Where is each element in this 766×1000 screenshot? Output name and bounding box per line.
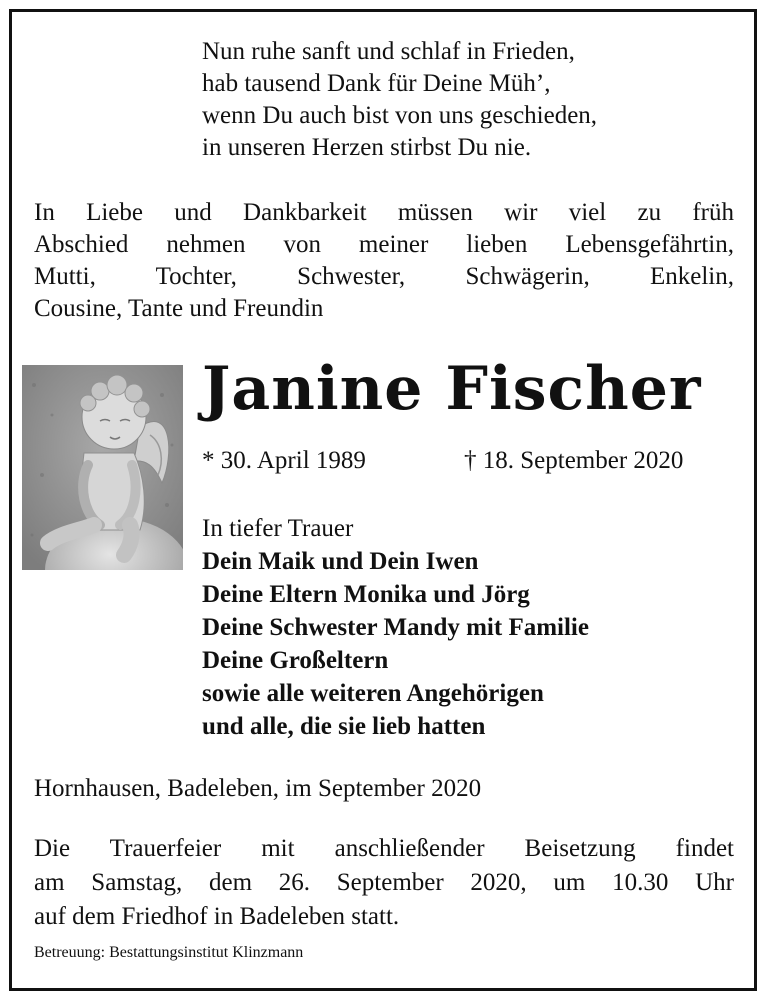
poem-line: wenn Du auch bist von uns geschieden, [202,102,598,129]
funeral-line: Die Trauerfeier mit anschließender Beisetzung findet [34,835,734,862]
funeral-home-credit: Betreuung: Bestattungsinstitut Klinzmann [34,944,304,961]
mourners-block [202,512,589,743]
mourner-line: Dein Maik und Dein Iwen [202,548,479,575]
funeral-line: auf dem Friedhof in Badeleben statt. [34,903,400,930]
mourner-line: Deine Eltern Monika und Jörg [202,581,530,608]
funeral-notice [34,832,734,934]
poem-line: in unseren Herzen stirbst Du nie. [202,134,532,161]
poem-line: Nun ruhe sanft und schlaf in Frieden, [202,38,575,65]
intro-line: In Liebe und Dankbarkeit müssen wir viel zu früh [34,199,734,226]
life-dates [202,447,734,475]
death-date: † 18. September 2020 [464,447,684,474]
memorial-poem [202,36,597,164]
intro-line: Cousine, Tante und Freundin [34,295,324,322]
intro-paragraph [34,197,734,325]
mourning-lead: In tiefer Trauer [202,515,354,542]
poem-line: hab tausend Dank für Deine Müh’, [202,70,551,97]
place-and-date: Hornhausen, Badeleben, im September 2020 [34,775,482,802]
mourner-line: sowie alle weiteren Angehörigen [202,680,544,707]
mourner-line: Deine Großeltern [202,647,389,674]
mourner-line: Deine Schwester Mandy mit Familie [202,614,589,641]
cherub-photo [22,365,183,570]
obituary-frame [9,9,757,991]
intro-line: Mutti, Tochter, Schwester, Schwägerin, Enkelin, [34,263,734,290]
mourner-line: und alle, die sie lieb hatten [202,713,486,740]
funeral-line: am Samstag, dem 26. September 2020, um 10.30 Uhr [34,869,734,896]
intro-line: Abschied nehmen von meiner lieben Lebensgefährtin, [34,231,734,258]
birth-date: * 30. April 1989 [202,447,366,474]
deceased-name: Janine Fischer [202,354,702,424]
cherub-angel-icon [22,365,183,570]
